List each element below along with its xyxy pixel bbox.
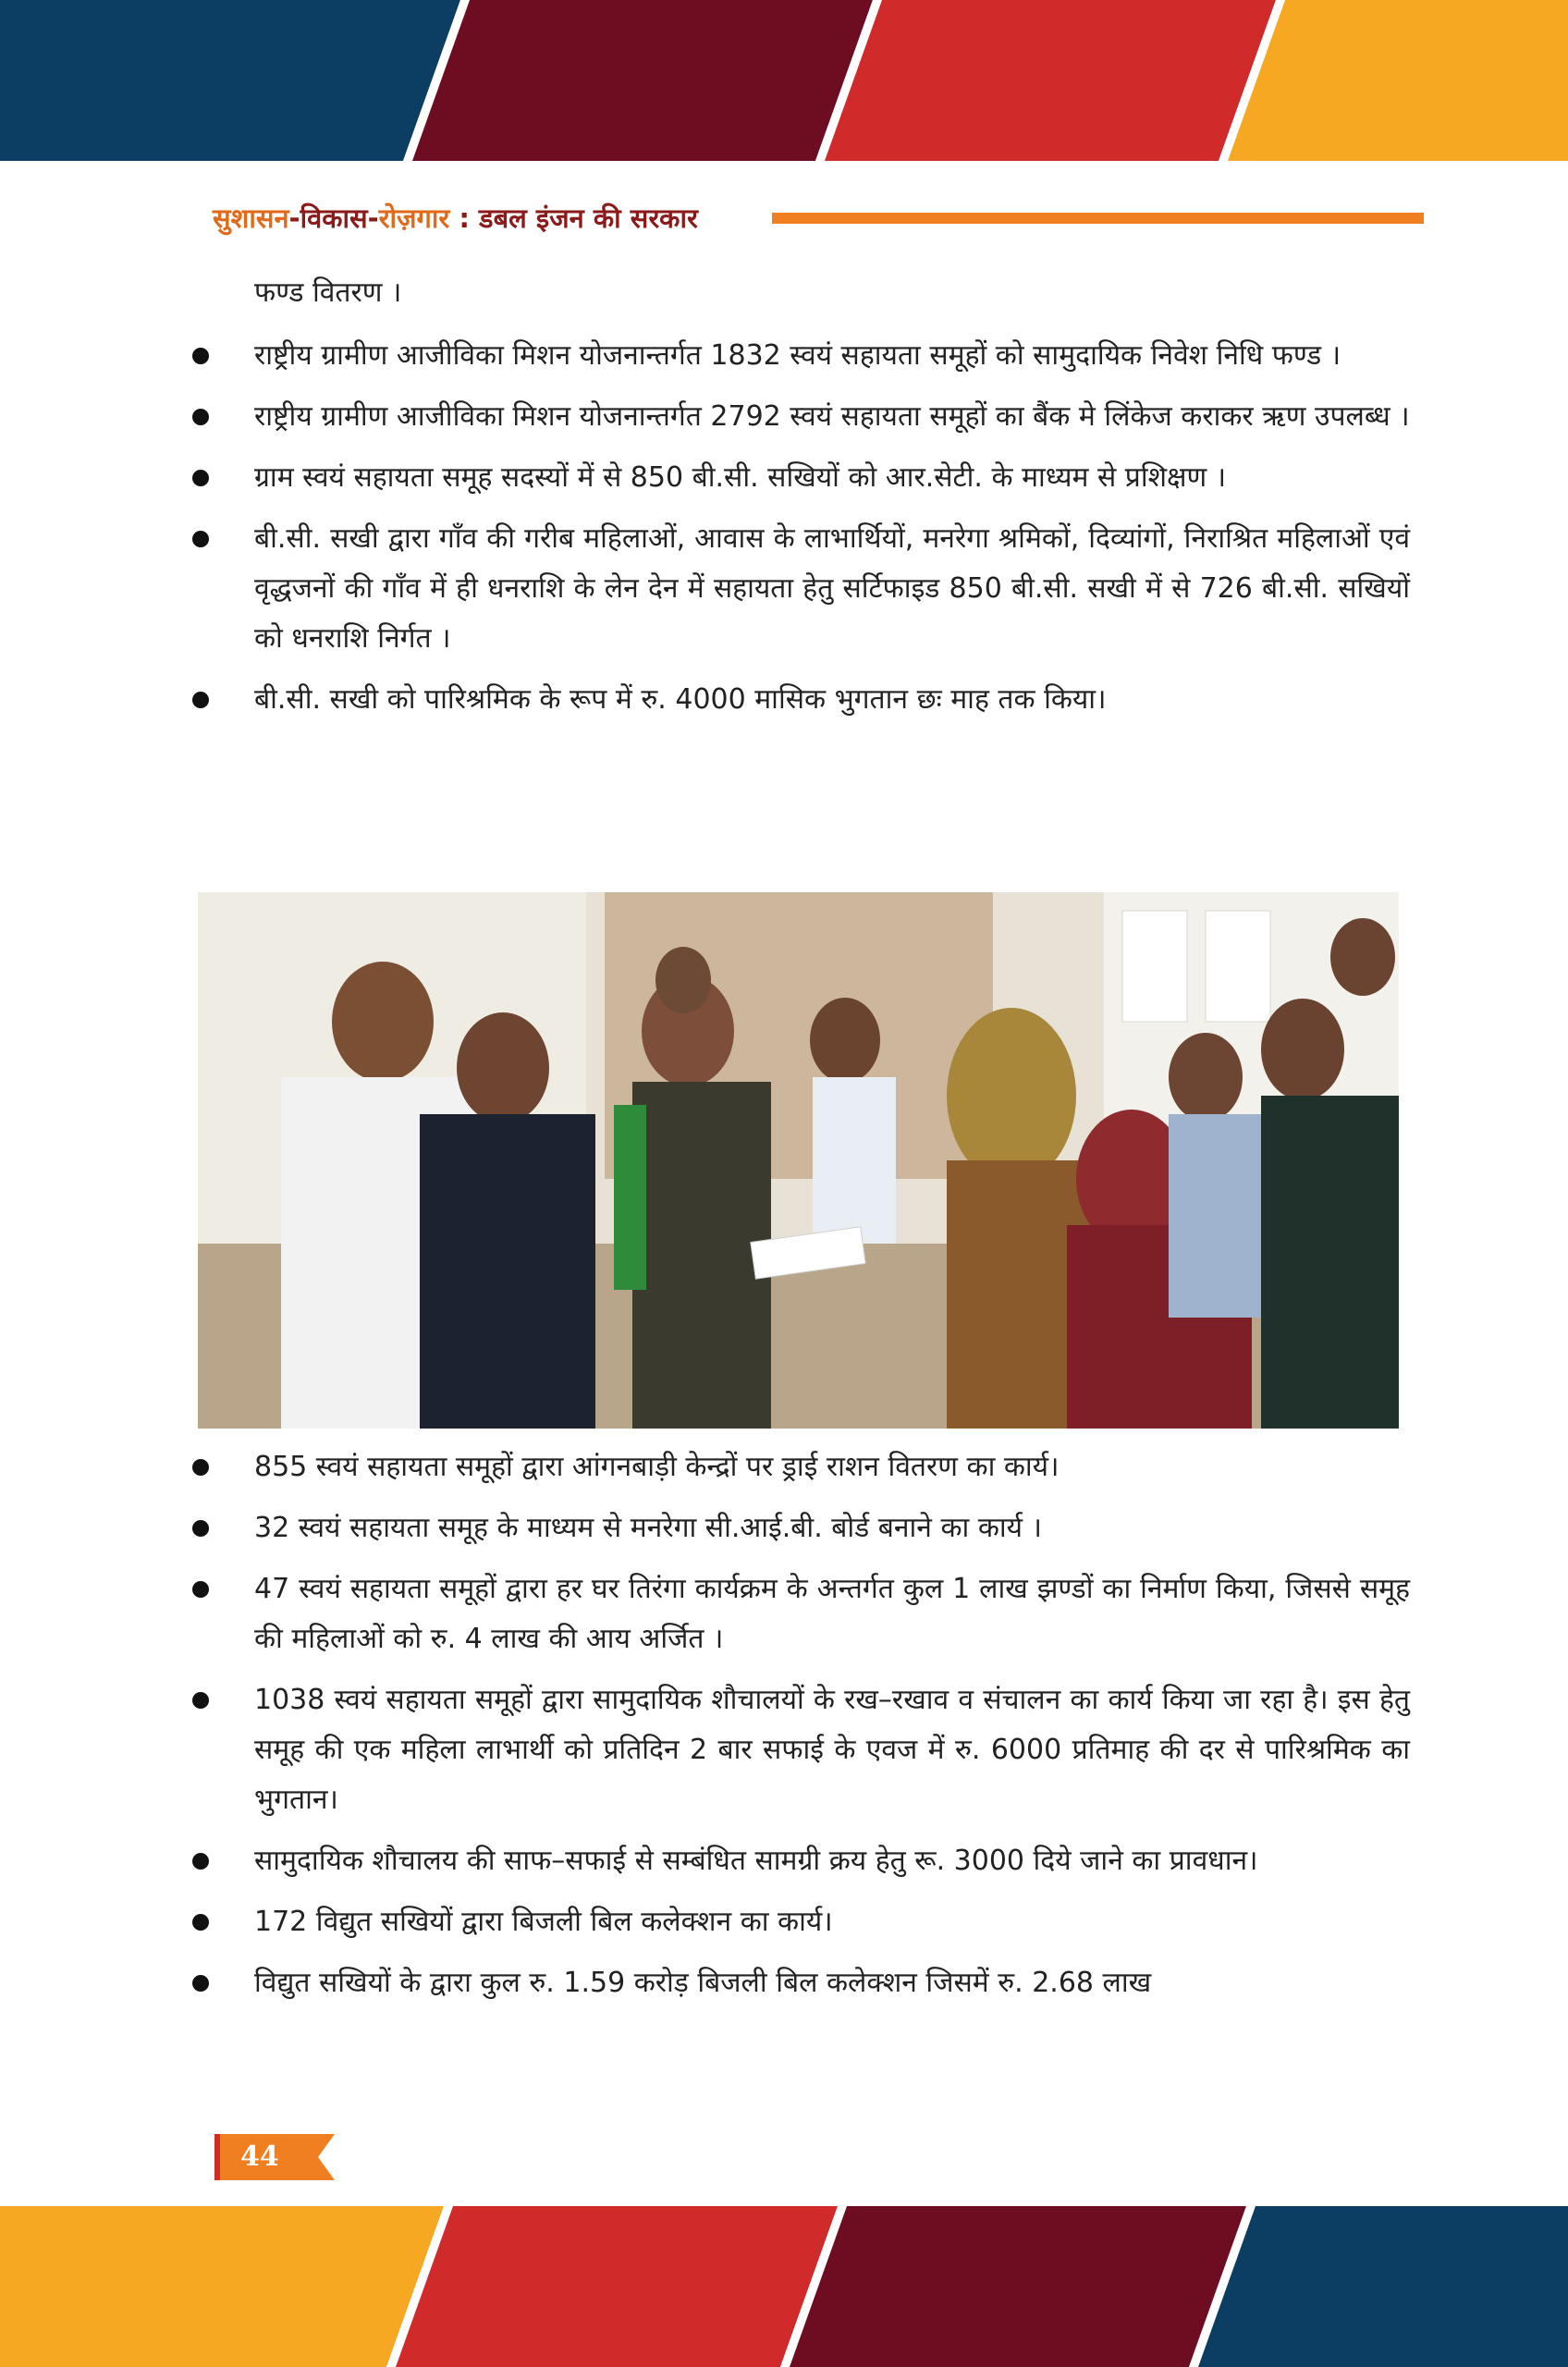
band-navy (0, 0, 460, 161)
bullet-icon (192, 1520, 209, 1537)
band-navy (1198, 2206, 1568, 2367)
list-item: सामुदायिक शौचालय की साफ–सफाई से सम्बंधित सामग्री क्रय हेतु रू. 3000 दिये जाने का प्रावधान। (185, 1836, 1410, 1886)
list-item: विद्युत सखियों के द्वारा कुल रु. 1.59 करोड़ बिजली बिल कलेक्शन जिसमें रु. 2.68 लाख (185, 1958, 1410, 2008)
band-gold (1228, 0, 1568, 161)
content-section-1 (185, 268, 1410, 736)
band-maroon (412, 0, 873, 161)
content-section-2 (185, 1442, 1410, 2019)
bullet-icon (192, 531, 209, 547)
list-item: 32 स्वयं सहायता समूह के माध्यम से मनरेगा सी.आई.बी. बोर्ड बनाने का कार्य । (185, 1503, 1410, 1553)
list-item: बी.सी. सखी को पारिश्रमिक के रूप में रु. 4000 मासिक भुगतान छः माह तक किया। (185, 675, 1410, 725)
bottom-color-band (0, 2206, 1568, 2367)
running-header (213, 200, 1424, 237)
band-red (396, 2206, 838, 2367)
band-maroon (790, 2206, 1246, 2367)
page-number-tab (214, 2134, 335, 2180)
list-item: 1038 स्वयं सहायता समूहों द्वारा सामुदायिक शौचालयों के रख–रखाव व संचालन का कार्य किया जा रहा है। इस हेतु समूह की एक महिला लाभार्थी को प्रतिदिन 2 बार सफाई के एवज में रु. 6000 प्रतिमाह की दर से पारिश्रमिक का भुगतान। (185, 1675, 1410, 1825)
band-gold (0, 2206, 444, 2367)
continuation-text: फण्ड वितरण । (254, 276, 402, 309)
header-rule (772, 213, 1424, 224)
band-red (825, 0, 1276, 161)
bullet-icon (192, 1853, 209, 1870)
page-number: 44 (240, 2140, 279, 2173)
bullet-icon (192, 1975, 209, 1992)
bullet-icon (192, 1459, 209, 1476)
list-item: 855 स्वयं सहायता समूहों द्वारा आंगनबाड़ी केन्द्रों पर ड्राई राशन वितरण का कार्य। (185, 1442, 1410, 1492)
bullet-icon (192, 1692, 209, 1709)
list-item: ग्राम स्वयं सहायता समूह सदस्यों में से 850 बी.सी. सखियों को आर.सेटी. के माध्यम से प्रशिक्षण । (185, 453, 1410, 503)
header-title: सुशासन-विकास-रोज़गार : डबल इंजन की सरकार (213, 202, 698, 234)
top-color-band (0, 0, 1568, 161)
bullet-icon (192, 409, 209, 425)
cheque-handover-photo (198, 892, 1399, 1429)
list-item: बी.सी. सखी द्वारा गाँव की गरीब महिलाओं, आवास के लाभार्थियों, मनरेगा श्रमिकों, दिव्यांगों, निराश्रित महिलाओं एवं वृद्धजनों की गाँव में ही धनराशि के लेन देन में सहायता हेतु सर्टिफाइड 850 बी.सी. सखी में से 726 बी.सी. सखियों को धनराशि निर्गत । (185, 514, 1410, 664)
list-item: राष्ट्रीय ग्रामीण आजीविका मिशन योजनान्तर्गत 2792 स्वयं सहायता समूहों का बैंक मे लिंकेज कराकर ऋण उपलब्ध । (185, 392, 1410, 442)
bullet-icon (192, 1581, 209, 1598)
bullet-icon (192, 470, 209, 486)
list-item: 172 विद्युत सखियों द्वारा बिजली बिल कलेक्शन का कार्य। (185, 1897, 1410, 1947)
list-item: राष्ट्रीय ग्रामीण आजीविका मिशन योजनान्तर्गत 1832 स्वयं सहायता समूहों को सामुदायिक निवेश निधि फण्ड । (185, 331, 1410, 381)
list-item: 47 स्वयं सहायता समूहों द्वारा हर घर तिरंगा कार्यक्रम के अन्तर्गत कुल 1 लाख झण्डों का निर्माण किया, जिससे समूह की महिलाओं को रु. 4 लाख की आय अर्जित । (185, 1564, 1410, 1664)
bullet-icon (192, 1914, 209, 1931)
bullet-icon (192, 348, 209, 364)
bullet-icon (192, 692, 209, 708)
